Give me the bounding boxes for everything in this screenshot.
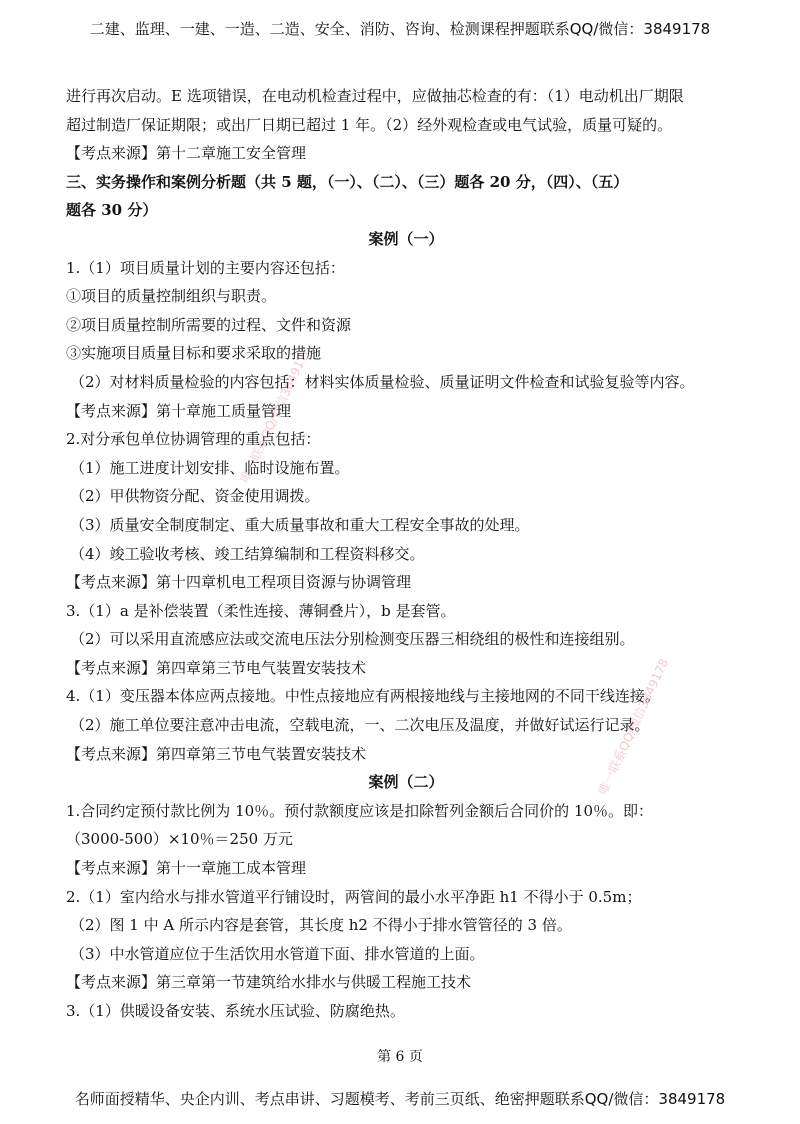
body-line: （4）竣工验收考核、竣工结算编制和工程资料移交。 bbox=[70, 544, 425, 563]
body-line: 3.（1）a 是补偿装置（柔性连接、薄铜叠片），b 是套管。 bbox=[66, 601, 456, 620]
page-footer: 名师面授精华、央企内训、考点串讲、习题模考、考前三页纸、绝密押题联系QQ/微信：3849178 bbox=[74, 1090, 726, 1108]
body-line: （3）中水管道应位于生活饮用水管道下面、排水管道的上面。 bbox=[70, 944, 485, 963]
page-header: 二建、监理、一建、一造、二造、安全、消防、咨询、检测课程押题联系QQ/微信：3849178 bbox=[89, 20, 711, 38]
body-line: 超过制造厂保证期限；或出厂日期已超过 1 年。（2）经外观检查或电气试验，质量可疑的。 bbox=[66, 115, 673, 134]
watermark: 唯一联系QQ/微信3849178 bbox=[595, 656, 672, 797]
watermark: 唯一联系QQ/微信3849178 bbox=[237, 344, 314, 485]
body-line: 1.（1）项目质量计划的主要内容还包括： bbox=[66, 258, 345, 277]
body-line: 进行再次启动。E 选项错误，在电动机检查过程中，应做抽芯检查的有：（1）电动机出厂期限 bbox=[66, 87, 684, 105]
body-line: （1）施工进度计划安排、临时设施布置。 bbox=[70, 458, 350, 477]
body-line: ①项目的质量控制组织与职责。 bbox=[66, 287, 277, 306]
body-line: 3.（1）供暖设备安装、系统水压试验、防腐绝热。 bbox=[66, 1002, 405, 1020]
source-note: 【考点来源】第十四章机电工程项目资源与协调管理 bbox=[66, 573, 412, 592]
source-note: 【考点来源】第三章第一节建筑给水排水与供暖工程施工技术 bbox=[66, 973, 472, 992]
body-line: （2）对材料质量检验的内容包括：材料实体质量检验、质量证明文件检查和试验复验等内容。 bbox=[70, 372, 695, 391]
body-line: （3）质量安全制度制定、重大质量事故和重大工程安全事故的处理。 bbox=[70, 515, 530, 534]
body-line: ③实施项目质量目标和要求采取的措施 bbox=[66, 344, 322, 363]
page-number: 第 6 页 bbox=[377, 1049, 423, 1065]
body-line: （2）图 1 中 A 所示内容是套管，其长度 h2 不得小于排水管管径的 3 倍。 bbox=[70, 916, 572, 935]
body-line: （2）施工单位要注意冲击电流，空载电流，一、二次电压及温度，并做好试运行记录。 bbox=[70, 716, 650, 735]
case-title-2: 案例（二） bbox=[368, 773, 444, 792]
body-line: 4.（1）变压器本体应两点接地。中性点接地应有两根接地线与主接地网的不同干线连接。 bbox=[66, 687, 660, 706]
source-note: 【考点来源】第四章第三节电气装置安装技术 bbox=[66, 744, 367, 763]
source-note: 【考点来源】第十二章施工安全管理 bbox=[66, 144, 307, 163]
case-title-1: 案例（一） bbox=[368, 229, 444, 248]
source-note: 【考点来源】第四章第三节电气装置安装技术 bbox=[66, 658, 367, 677]
section-heading: 三、实务操作和案例分析题（共 5 题，（一）、（二）、（三）题各 20 分，（四）、（五） bbox=[66, 172, 629, 191]
section-heading-cont: 题各 30 分） bbox=[66, 201, 158, 220]
body-line: 1.合同约定预付款比例为 10％。预付款额度应该是扣除暂列金额后合同价的 10％。即： bbox=[66, 801, 654, 820]
body-line: ②项目质量控制所需要的过程、文件和资源 bbox=[66, 315, 352, 334]
body-line: （2）甲供物资分配、资金使用调拨。 bbox=[70, 487, 320, 506]
document-body bbox=[66, 82, 746, 1026]
body-line: （2）可以采用直流感应法或交流电压法分别检测变压器三相绕组的极性和连接组别。 bbox=[70, 630, 635, 649]
body-line: （3000-500）×10％＝250 万元 bbox=[66, 830, 293, 849]
source-note: 【考点来源】第十一章施工成本管理 bbox=[66, 859, 307, 878]
body-line: 2.（1）室内给水与排水管道平行铺设时，两管间的最小水平净距 h1 不得小于 0.5m； bbox=[66, 887, 642, 906]
source-note: 【考点来源】第十章施工质量管理 bbox=[66, 401, 292, 420]
body-line: 2.对分承包单位协调管理的重点包括： bbox=[66, 430, 321, 449]
